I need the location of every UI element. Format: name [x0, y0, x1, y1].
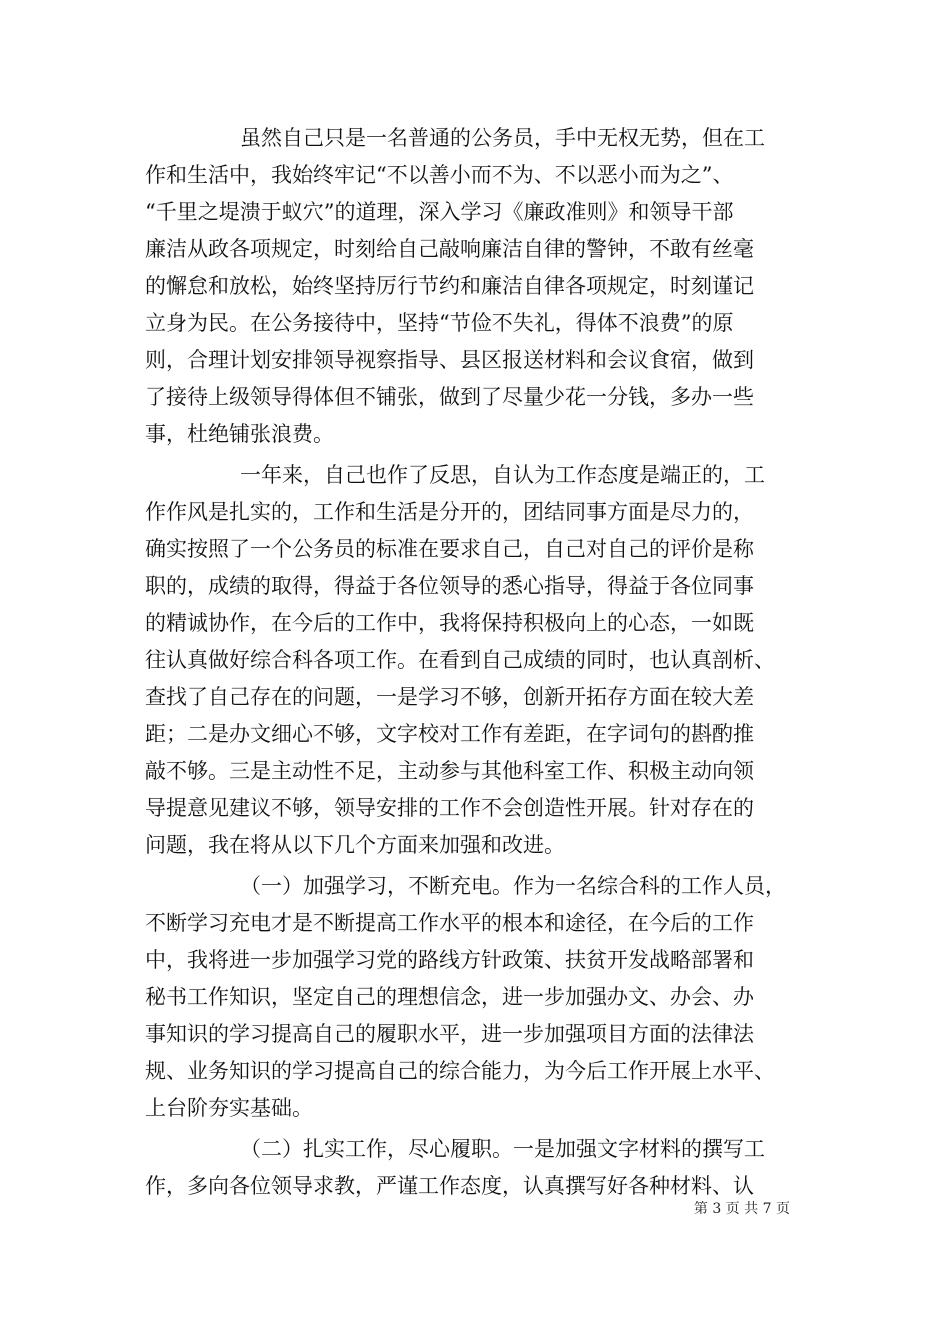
text-line: 不断学习充电才是不断提高工作水平的根本和途径，在今后的工作 [145, 911, 754, 935]
paragraph-reflection [145, 457, 810, 864]
text-line: 秘书工作知识，坚定自己的理想信念，进一步加强办文、办会、办 [145, 985, 754, 1009]
text-line: 距；二是办文细心不够，文字校对工作有差距，在字词句的斟酌推 [145, 722, 754, 746]
text-line: 的精诚协作，在今后的工作中，我将保持积极向上的心态，一如既 [145, 611, 754, 635]
text-line: 作作风是扎实的，工作和生活是分开的，团结同事方面是尽力的， [145, 500, 754, 524]
text-line: 廉洁从政各项规定，时刻给自己敲响廉洁自律的警钟，不敢有丝毫 [145, 237, 754, 261]
text-line: 立身为民。在公务接待中，坚持“节俭不失礼，得体不浪费”的原 [145, 311, 734, 335]
text-line: 问题，我在将从以下几个方面来加强和改进。 [145, 833, 565, 857]
text-line: 事，杜绝铺张浪费。 [145, 422, 334, 446]
text-line: 查找了自己存在的问题，一是学习不够，创新开拓存方面在较大差 [145, 685, 754, 709]
text-line: 确实按照了一个公务员的标准在要求自己，自己对自己的评价是称 [145, 537, 754, 561]
text-line: 职的，成绩的取得，得益于各位领导的悉心指导，得益于各位同事 [145, 574, 754, 598]
text-line: 中，我将进一步加强学习党的路线方针政策、扶贫开发战略部署和 [145, 948, 754, 972]
section-heading-line: （二）扎实工作，尽心履职。一是加强文字材料的撰写工 [240, 1137, 765, 1161]
paragraph-integrity [145, 120, 810, 453]
text-line: 了接待上级领导得体但不铺张，做到了尽量少花一分钱，多办一些 [145, 385, 754, 409]
text-line: 导提意见建议不够，领导安排的工作不会创造性开展。针对存在的 [145, 796, 754, 820]
text-line: 上台阶夯实基础。 [145, 1096, 313, 1120]
paragraph-section-two [145, 1131, 810, 1205]
text-line: 作和生活中，我始终牢记“不以善小而不为、不以恶小而为之”、 [145, 163, 734, 187]
section-heading-line: （一）加强学习，不断充电。作为一名综合科的工作人员， [240, 874, 786, 898]
text-line: “千里之堤溃于蚁穴”的道理，深入学习《廉政准则》和领导干部 [145, 200, 734, 224]
text-line: 规、业务知识的学习提高自己的综合能力，为今后工作开展上水平、 [145, 1059, 775, 1083]
text-line: 作，多向各位领导求教，严谨工作态度，认真撰写好各种材料、认 [145, 1174, 754, 1198]
text-line: 事知识的学习提高自己的履职水平，进一步加强项目方面的法律法 [145, 1022, 754, 1046]
document-body [145, 120, 810, 1205]
text-line: 一年来，自己也作了反思，自认为工作态度是端正的，工 [240, 463, 765, 487]
page-number-footer: 第 3 页 共 7 页 [693, 1201, 790, 1217]
text-line: 往认真做好综合科各项工作。在看到自己成绩的同时，也认真剖析、 [145, 648, 775, 672]
text-line: 虽然自己只是一名普通的公务员，手中无权无势，但在工 [240, 126, 765, 150]
text-line: 敲不够。三是主动性不足，主动参与其他科室工作、积极主动向领 [145, 759, 754, 783]
text-line: 则，合理计划安排领导视察指导、县区报送材料和会议食宿，做到 [145, 348, 754, 372]
paragraph-section-one [145, 868, 810, 1127]
text-line: 的懈怠和放松，始终坚持厉行节约和廉洁自律各项规定，时刻谨记 [145, 274, 754, 298]
